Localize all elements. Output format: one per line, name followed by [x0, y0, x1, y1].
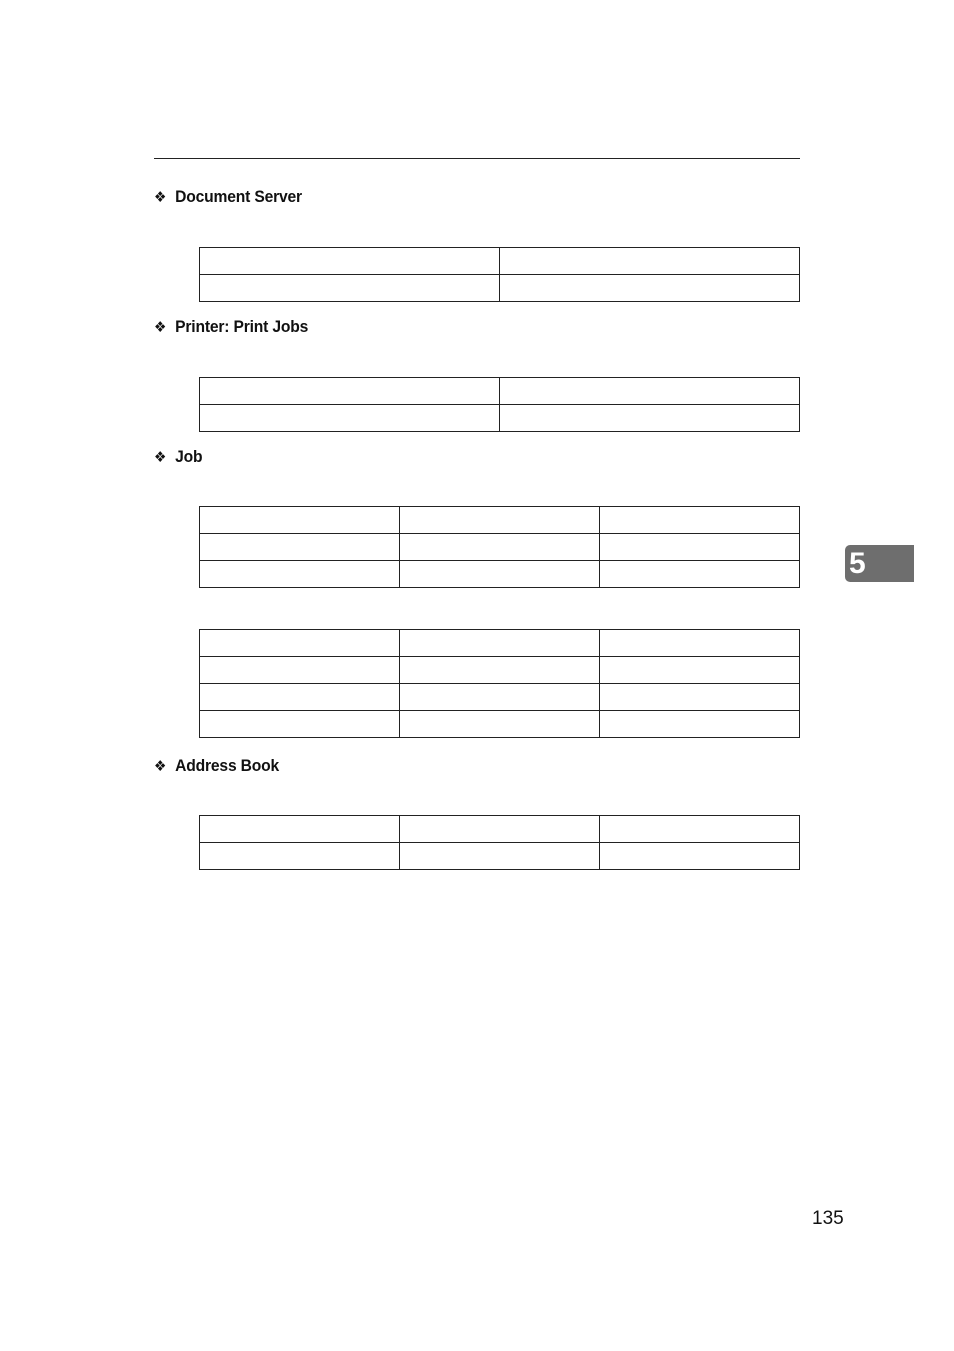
table-cell: [600, 711, 800, 738]
job-table-1: [199, 506, 800, 588]
table-cell: [500, 275, 800, 302]
table-cell: [600, 534, 800, 561]
diamond-bullet-icon: ❖: [154, 318, 167, 336]
table-row: [200, 657, 800, 684]
table-row: [200, 248, 800, 275]
diamond-bullet-icon: ❖: [154, 448, 167, 466]
section-title: Job: [175, 447, 203, 466]
job-table-2: [199, 629, 800, 738]
table-cell: [600, 657, 800, 684]
table-cell: [200, 657, 400, 684]
section-title: Document Server: [175, 187, 302, 206]
table-cell: [200, 405, 500, 432]
section-heading-document-server: [154, 186, 302, 208]
table-cell: [600, 684, 800, 711]
table-cell: [500, 405, 800, 432]
section-heading-address-book: [154, 755, 279, 777]
section-title: Address Book: [175, 756, 279, 775]
section-heading-printer-print-jobs: [154, 316, 308, 338]
table-cell: [500, 378, 800, 405]
document-server-table: [199, 247, 800, 302]
table-cell: [400, 561, 600, 588]
table-cell: [600, 561, 800, 588]
table-cell: [200, 534, 400, 561]
table-cell: [600, 843, 800, 870]
table-cell: [200, 248, 500, 275]
top-rule: [154, 158, 800, 159]
table-cell: [400, 657, 600, 684]
table-row: [200, 684, 800, 711]
table-row: [200, 507, 800, 534]
table-cell: [400, 630, 600, 657]
table-cell: [400, 507, 600, 534]
table-cell: [200, 816, 400, 843]
table-row: [200, 630, 800, 657]
table-row: [200, 711, 800, 738]
table-cell: [200, 630, 400, 657]
table-cell: [400, 534, 600, 561]
table-cell: [600, 816, 800, 843]
diamond-bullet-icon: ❖: [154, 757, 167, 775]
chapter-tab: 5: [845, 545, 914, 582]
table-cell: [200, 507, 400, 534]
table-cell: [500, 248, 800, 275]
table-cell: [400, 684, 600, 711]
table-row: [200, 816, 800, 843]
table-cell: [200, 684, 400, 711]
table-row: [200, 843, 800, 870]
table-cell: [200, 561, 400, 588]
section-title: Printer: Print Jobs: [175, 317, 309, 336]
table-row: [200, 275, 800, 302]
table-row: [200, 534, 800, 561]
printer-print-jobs-table: [199, 377, 800, 432]
diamond-bullet-icon: ❖: [154, 188, 167, 206]
table-cell: [400, 816, 600, 843]
table-cell: [200, 378, 500, 405]
table-row: [200, 561, 800, 588]
table-row: [200, 378, 800, 405]
address-book-table: [199, 815, 800, 870]
table-row: [200, 405, 800, 432]
page-number: 135: [812, 1208, 844, 1229]
table-cell: [200, 711, 400, 738]
table-cell: [600, 507, 800, 534]
table-cell: [400, 711, 600, 738]
table-cell: [200, 275, 500, 302]
table-cell: [600, 630, 800, 657]
table-cell: [200, 843, 400, 870]
section-heading-job: [154, 446, 202, 468]
table-cell: [400, 843, 600, 870]
